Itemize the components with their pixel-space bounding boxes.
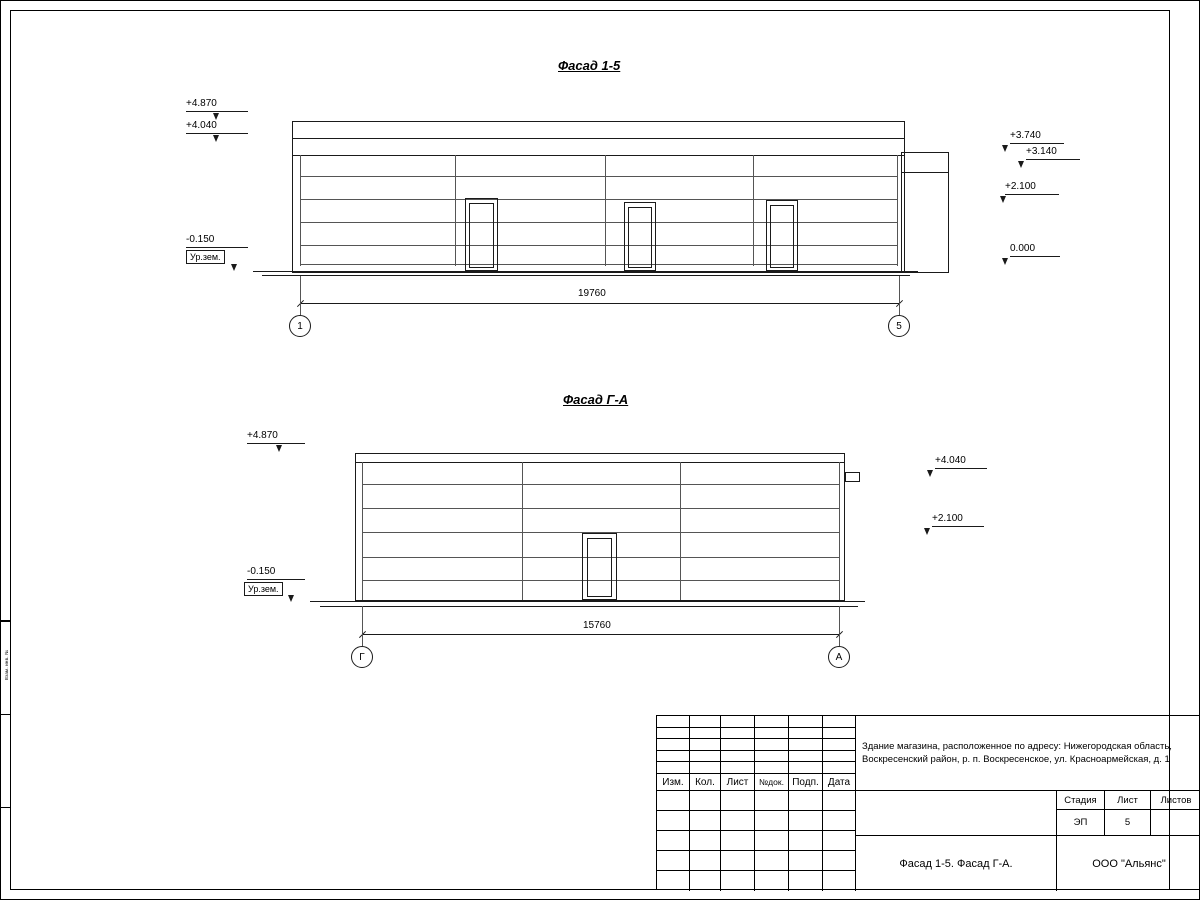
facade-bottom-title: Фасад Г-А	[563, 392, 629, 407]
stage-header: Стадия	[1057, 791, 1105, 810]
signature-cell	[690, 831, 721, 851]
level-arrow-icon	[1000, 196, 1006, 203]
sheet-side-label: Взам. инв. №	[4, 649, 9, 681]
facade-bottom-vertical-joint	[362, 462, 363, 600]
revision-cell	[690, 751, 721, 763]
facade-top-vertical-joint	[300, 155, 301, 266]
revision-cell	[721, 751, 755, 763]
signature-cell	[823, 871, 856, 891]
revision-cell	[823, 762, 856, 774]
facade-top-panel-joint	[300, 199, 897, 200]
signature-cell	[721, 871, 755, 891]
signature-cell	[690, 851, 721, 871]
facade-top-vertical-joint	[897, 155, 898, 266]
signature-cell	[789, 791, 823, 811]
signature-cell	[755, 811, 789, 831]
signature-cell	[657, 831, 690, 851]
signature-cell	[690, 871, 721, 891]
signature-cell	[789, 851, 823, 871]
level-arrow-icon	[213, 113, 219, 120]
signature-cell	[657, 791, 690, 811]
level-arrow-icon	[1002, 145, 1008, 152]
facade-top-parapet-line	[292, 138, 905, 139]
facade-top-annex-line	[901, 172, 949, 173]
facade-top-panel-joint	[300, 176, 897, 177]
revision-col-list: Лист	[721, 774, 755, 791]
facade-top-ground-line-2	[262, 275, 910, 276]
signature-cell	[721, 831, 755, 851]
level-arrow-icon	[288, 595, 294, 602]
signature-cell	[789, 871, 823, 891]
revision-cell	[789, 728, 823, 740]
revision-cell	[657, 728, 690, 740]
facade-top-vertical-joint	[455, 155, 456, 266]
signature-cell	[721, 791, 755, 811]
revision-col-podp: Подп.	[789, 774, 823, 791]
facade-top-title: Фасад 1-5	[558, 58, 621, 73]
facade-top-panel-joint	[300, 245, 897, 246]
level-arrow-icon	[231, 264, 237, 271]
facade-bottom-panel-joint	[362, 508, 839, 509]
signature-cell	[823, 811, 856, 831]
revision-cell	[657, 762, 690, 774]
signature-cell	[823, 831, 856, 851]
facade-bottom-dimension-value: 15760	[583, 620, 611, 631]
level-arrow-icon	[1018, 161, 1024, 168]
facade-top-dimension-value: 19760	[578, 288, 606, 299]
revision-col-izm: Изм.	[657, 774, 690, 791]
signature-cell	[657, 851, 690, 871]
facade-bottom-projection	[845, 472, 860, 482]
facade-bottom-axis-stem-left	[362, 634, 363, 646]
facade-top-vertical-joint	[605, 155, 606, 266]
revision-cell	[823, 739, 856, 751]
revision-cell	[721, 716, 755, 728]
revision-cell	[755, 751, 789, 763]
facade-bottom-ground-label: Ур.зем.	[244, 582, 283, 596]
object-description	[856, 716, 1200, 791]
facade-top-panel-joint	[300, 222, 897, 223]
level-arrow-icon	[924, 528, 930, 535]
revision-cell	[657, 751, 690, 763]
revision-cell	[789, 739, 823, 751]
facade-top-door-leaf	[469, 203, 494, 268]
level-value: +4.870	[186, 98, 217, 109]
signature-cell	[755, 871, 789, 891]
sheet-header: Лист	[1105, 791, 1151, 810]
revision-cell	[755, 728, 789, 740]
level-arrow-icon	[276, 445, 282, 452]
revision-cell	[721, 739, 755, 751]
facade-top-panel-joint	[300, 264, 897, 265]
revision-col-kol: Кол.	[690, 774, 721, 791]
level-value: -0.150	[247, 566, 276, 577]
facade-bottom-axis-stem-right	[839, 634, 840, 646]
signature-cell	[657, 811, 690, 831]
facade-top-annex-outline	[901, 152, 949, 273]
facade-bottom-panel-joint	[362, 484, 839, 485]
signature-cell	[823, 851, 856, 871]
revision-cell	[789, 716, 823, 728]
facade-bottom-parapet-line	[355, 462, 845, 463]
stage-value: ЭП	[1057, 810, 1105, 836]
signature-cell	[789, 811, 823, 831]
level-value: +3.140	[1026, 146, 1057, 157]
revision-cell	[789, 762, 823, 774]
facade-bottom-vertical-joint	[680, 462, 681, 600]
signature-cell	[690, 791, 721, 811]
signature-cell	[755, 791, 789, 811]
level-value: +2.100	[932, 513, 963, 524]
facade-top-door-leaf	[770, 205, 794, 268]
level-arrow-icon	[927, 470, 933, 477]
company-name: ООО "Альянс"	[1092, 857, 1166, 870]
facade-top-ground-line	[253, 271, 918, 272]
facade-top-dimension-line	[300, 303, 899, 304]
revision-cell	[690, 716, 721, 728]
revision-cell	[721, 762, 755, 774]
level-value: 0.000	[1010, 243, 1036, 254]
revision-cell	[823, 716, 856, 728]
revision-cell	[690, 728, 721, 740]
level-arrow-icon	[1002, 258, 1008, 265]
level-value: +4.870	[247, 430, 278, 441]
facade-top-axis-bubble-left: 1	[289, 315, 311, 337]
revision-cell	[789, 751, 823, 763]
signature-cell	[755, 851, 789, 871]
title-block	[656, 715, 1200, 890]
signature-cell	[721, 811, 755, 831]
facade-top-axis-bubble-right: 5	[888, 315, 910, 337]
revision-cell	[755, 716, 789, 728]
facade-bottom-vertical-joint	[839, 462, 840, 600]
level-value: +4.040	[186, 120, 217, 131]
facade-bottom-door-leaf	[587, 538, 612, 597]
facade-bottom-dimension-line	[362, 634, 839, 635]
level-value: -0.150	[186, 234, 215, 245]
facade-top-axis-stem-right	[899, 303, 900, 315]
revision-col-ndok: №док.	[755, 774, 789, 791]
revision-cell	[755, 762, 789, 774]
facade-top-ground-label: Ур.зем.	[186, 250, 225, 264]
revision-cell	[657, 716, 690, 728]
stamp-spacer-left	[856, 791, 1057, 836]
revision-cell	[823, 728, 856, 740]
facade-top-building-outline	[292, 121, 905, 273]
facade-top-vertical-joint	[753, 155, 754, 266]
signature-cell	[690, 811, 721, 831]
facade-top-cornice-line	[292, 155, 905, 156]
facade-top-door-leaf	[628, 207, 652, 268]
object-line-2: Воскресенский район, р. п. Воскресенское, ул. Красноармейская, д. 1	[862, 754, 1170, 765]
revision-cell	[657, 739, 690, 751]
revision-cell	[690, 739, 721, 751]
level-value: +4.040	[935, 455, 966, 466]
facade-bottom-vertical-joint	[522, 462, 523, 600]
signature-cell	[789, 831, 823, 851]
sheets-header: Листов	[1151, 791, 1200, 810]
facade-bottom-ground-line-2	[320, 606, 858, 607]
facade-bottom-ground-line	[310, 601, 865, 602]
level-value: +3.740	[1010, 130, 1041, 141]
signature-cell	[823, 791, 856, 811]
revision-col-data: Дата	[823, 774, 856, 791]
object-line-1: Здание магазина, расположенное по адресу: Нижегородская область,	[862, 741, 1172, 752]
sheets-value	[1151, 810, 1200, 836]
facade-top-axis-stem-left	[300, 303, 301, 315]
revision-cell	[690, 762, 721, 774]
facade-bottom-axis-bubble-right: А	[828, 646, 850, 668]
sheet-value: 5	[1105, 810, 1151, 836]
drawing-name: Фасад 1-5. Фасад Г-А.	[856, 836, 1057, 891]
revision-cell	[755, 739, 789, 751]
revision-cell	[823, 751, 856, 763]
level-value: +2.100	[1005, 181, 1036, 192]
revision-cell	[721, 728, 755, 740]
signature-cell	[721, 851, 755, 871]
level-arrow-icon	[213, 135, 219, 142]
facade-bottom-axis-bubble-left: Г	[351, 646, 373, 668]
signature-cell	[755, 831, 789, 851]
signature-cell	[657, 871, 690, 891]
